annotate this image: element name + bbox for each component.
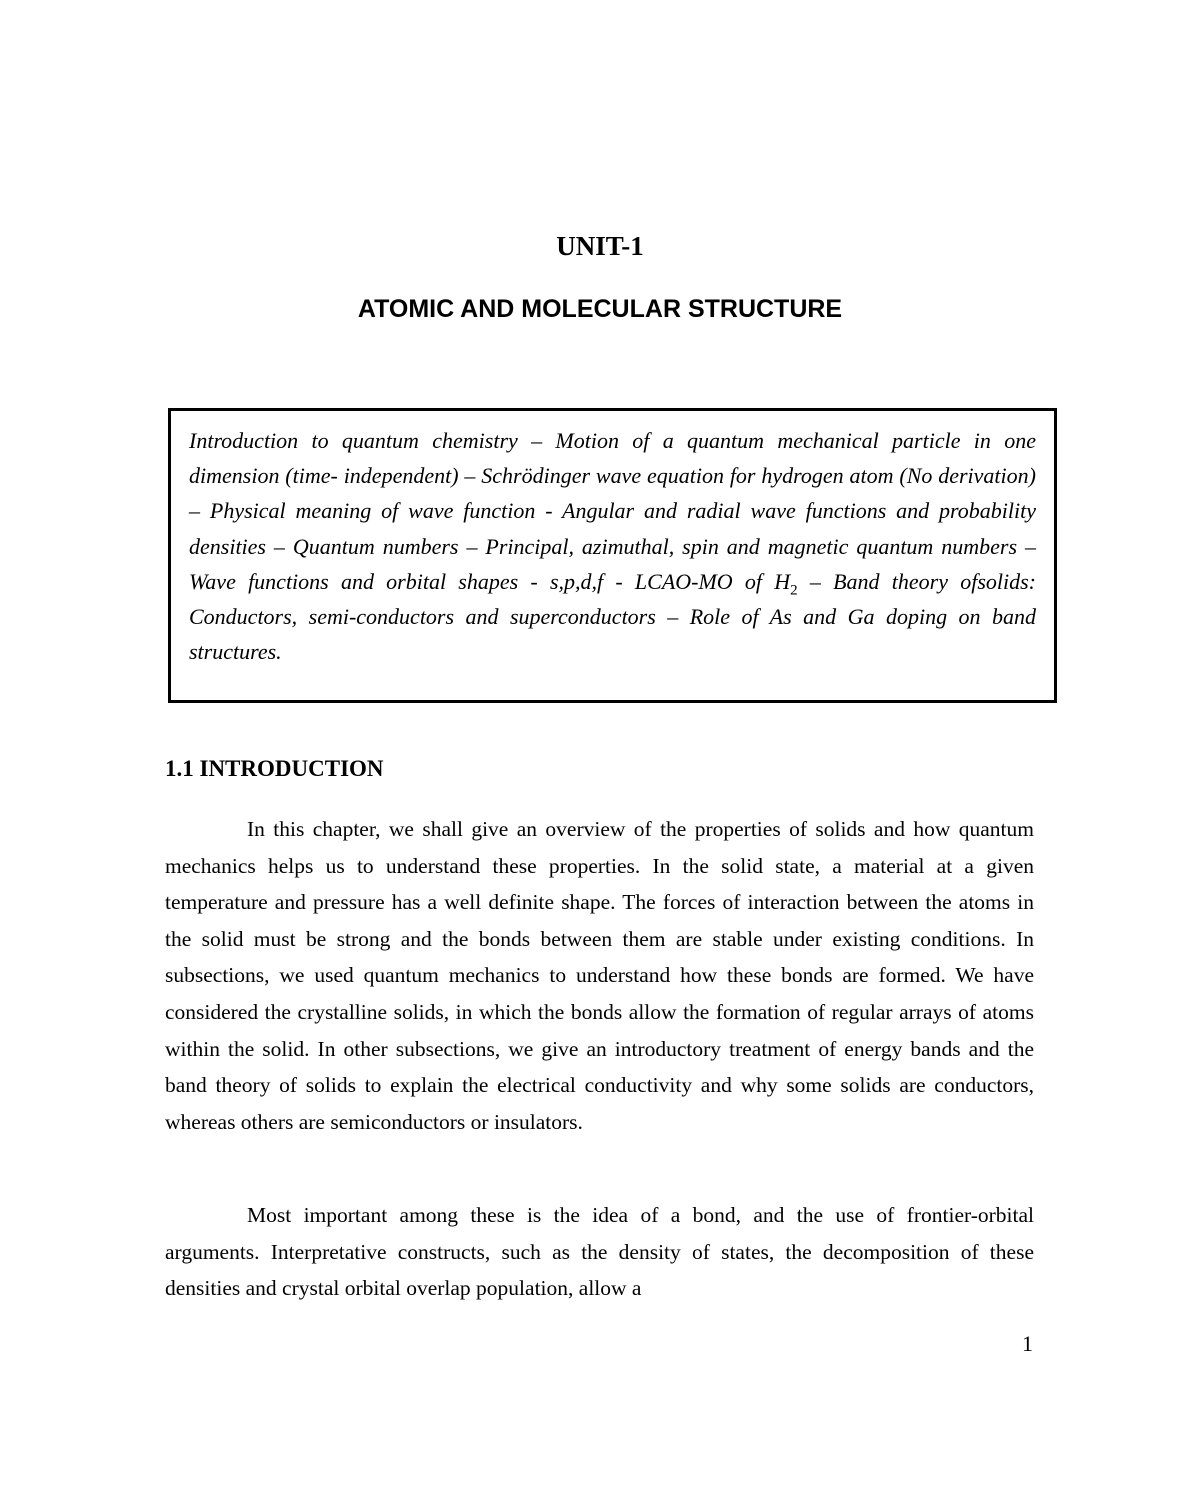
section-heading: 1.1 INTRODUCTION — [165, 756, 384, 781]
syllabus-box — [168, 408, 1057, 703]
syllabus-text — [189, 423, 1036, 669]
body-paragraph-2: Most important among these is the idea of a bond, and the use of frontier-orbital arguments. Interpretative constructs, such as the density of states, the decomposition of these densities and crystal orbital overlap population, allow a — [165, 1203, 1034, 1301]
syllabus-text-part-2: – Band theory ofsolids: Conductors, semi-conductors and superconductors – Role of As and Ga doping on band structures. — [189, 568, 1036, 665]
unit-title: UNIT-1 — [556, 231, 644, 261]
page-number: 1 — [1022, 1331, 1033, 1356]
chapter-title: ATOMIC AND MOLECULAR STRUCTURE — [357, 295, 843, 323]
body-paragraph-1: In this chapter, we shall give an overview of the properties of solids and how quantum mechanics helps us to understand these properties. In the solid state, a material at a given temperature and pressure has a well definite shape. The forces of interaction between the atoms in the solid must be strong and the bonds between them are stable under existing conditions. In subsections, we used quantum mechanics to understand how these bonds are formed. We have considered the crystalline solids, in which the bonds allow the formation of regular arrays of atoms within the solid. In other subsections, we give an introductory treatment of energy bands and the band theory of solids to explain the electrical conductivity and why some solids are conductors, whereas others are semiconductors or insulators. — [165, 817, 1034, 1134]
syllabus-text-part-1: Introduction to quantum chemistry – Motion of a quantum mechanical particle in one dimension (time- independent) – Schrödinger wave equation for hydrogen atom (No derivation) – Physical meaning of wave function - Angular and radial wave functions and probability densities – Quantum numbers – Principal, azimuthal, spin and magnetic quantum numbers – Wave functions and orbital shapes - s,p,d,f - LCAO-MO of H — [189, 428, 1036, 594]
syllabus-subscript: 2 — [790, 582, 798, 599]
